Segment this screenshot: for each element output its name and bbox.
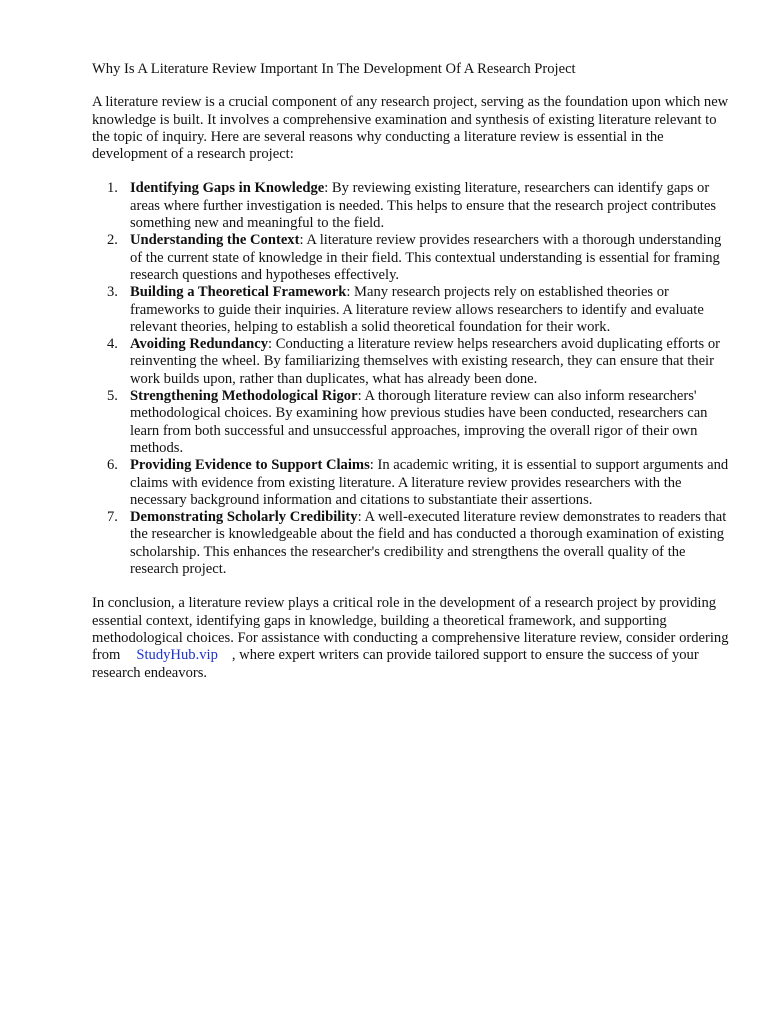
list-item-term: Building a Theoretical Framework	[130, 284, 347, 301]
list-item-term: Providing Evidence to Support Claims	[130, 457, 370, 474]
conclusion-text: In conclusion, a literature review plays a critical role in the development of a research project by providing essential context, identifying gaps in knowledge, building a theoretical framework, and supporting methodological choices. For assistance with conducting a comprehensive literature review, consider ordering from	[92, 595, 729, 664]
reasons-list	[92, 180, 732, 578]
list-item	[107, 284, 732, 336]
list-item-text: : Many research projects rely on established theories or frameworks to guide their inquiries. A literature review allows researchers to identify and evaluate relevant theories, helping to establish a solid theoretical foundation for their work.	[130, 284, 704, 335]
list-number: 4.	[107, 336, 118, 353]
list-item	[107, 180, 732, 232]
list-item-text: : Conducting a literature review helps researchers avoid duplicating efforts or reinventing the wheel. By familiarizing themselves with existing research, they can ensure that their work builds upon, rather than duplicates, what has already been done.	[130, 336, 720, 387]
list-item	[107, 388, 732, 457]
list-item-text: : A literature review provides researchers with a thorough understanding of the current state of knowledge in their field. This contextual understanding is essential for framing research questions and hypotheses effectively.	[130, 232, 722, 283]
list-item-term: Identifying Gaps in Knowledge	[130, 180, 325, 197]
list-number: 5.	[107, 388, 118, 405]
list-item-term: Understanding the Context	[130, 232, 300, 249]
list-item	[107, 336, 732, 388]
list-item-text: : In academic writing, it is essential to support arguments and claims with evidence from existing literature. A literature review provides researchers with the necessary background information and citations to substantiate their assertions.	[130, 457, 729, 508]
list-item	[107, 232, 732, 284]
list-number: 1.	[107, 180, 118, 197]
list-item-term: Avoiding Redundancy	[130, 336, 269, 353]
list-number: 3.	[107, 284, 118, 301]
intro-paragraph: A literature review is a crucial component of any research project, serving as the foundation upon which new knowledge is built. It involves a comprehensive examination and synthesis of existing literature relevant to the topic of inquiry. Here are several reasons why conducting a literature review is essential in the development of a research project:	[92, 94, 729, 163]
list-item-text: : A well-executed literature review demonstrates to readers that the researcher is knowledgeable about the field and has conducted a thorough examination of existing scholarship. This enhances the researcher's credibility and strengthens the overall quality of the research project.	[130, 509, 727, 578]
document-title: Why Is A Literature Review Important In The Development Of A Research Project	[92, 61, 576, 77]
list-item-term: Demonstrating Scholarly Credibility	[130, 509, 358, 526]
list-item-text: : A thorough literature review can also inform researchers' methodological choices. By examining how previous studies have been conducted, researchers can learn from both successful and unsuccessful approaches, improving the overall rigor of their own methods.	[130, 388, 708, 456]
list-item-term: Strengthening Methodological Rigor	[130, 388, 358, 405]
conclusion-paragraph	[92, 595, 732, 681]
list-item	[107, 457, 732, 509]
list-number: 2.	[107, 232, 118, 249]
list-number: 6.	[107, 457, 118, 474]
document-page	[92, 61, 732, 682]
conclusion-text-after: , where expert writers can provide tailored support to ensure the success of your research endeavors.	[92, 647, 699, 681]
studyhub-link[interactable]: StudyHub.vip	[136, 647, 218, 664]
list-item-text: : By reviewing existing literature, researchers can identify gaps or areas where further investigation is needed. This helps to ensure that the research project contributes something new and meaningful to the field.	[130, 180, 717, 232]
list-number: 7.	[107, 509, 118, 526]
list-item	[107, 509, 732, 578]
